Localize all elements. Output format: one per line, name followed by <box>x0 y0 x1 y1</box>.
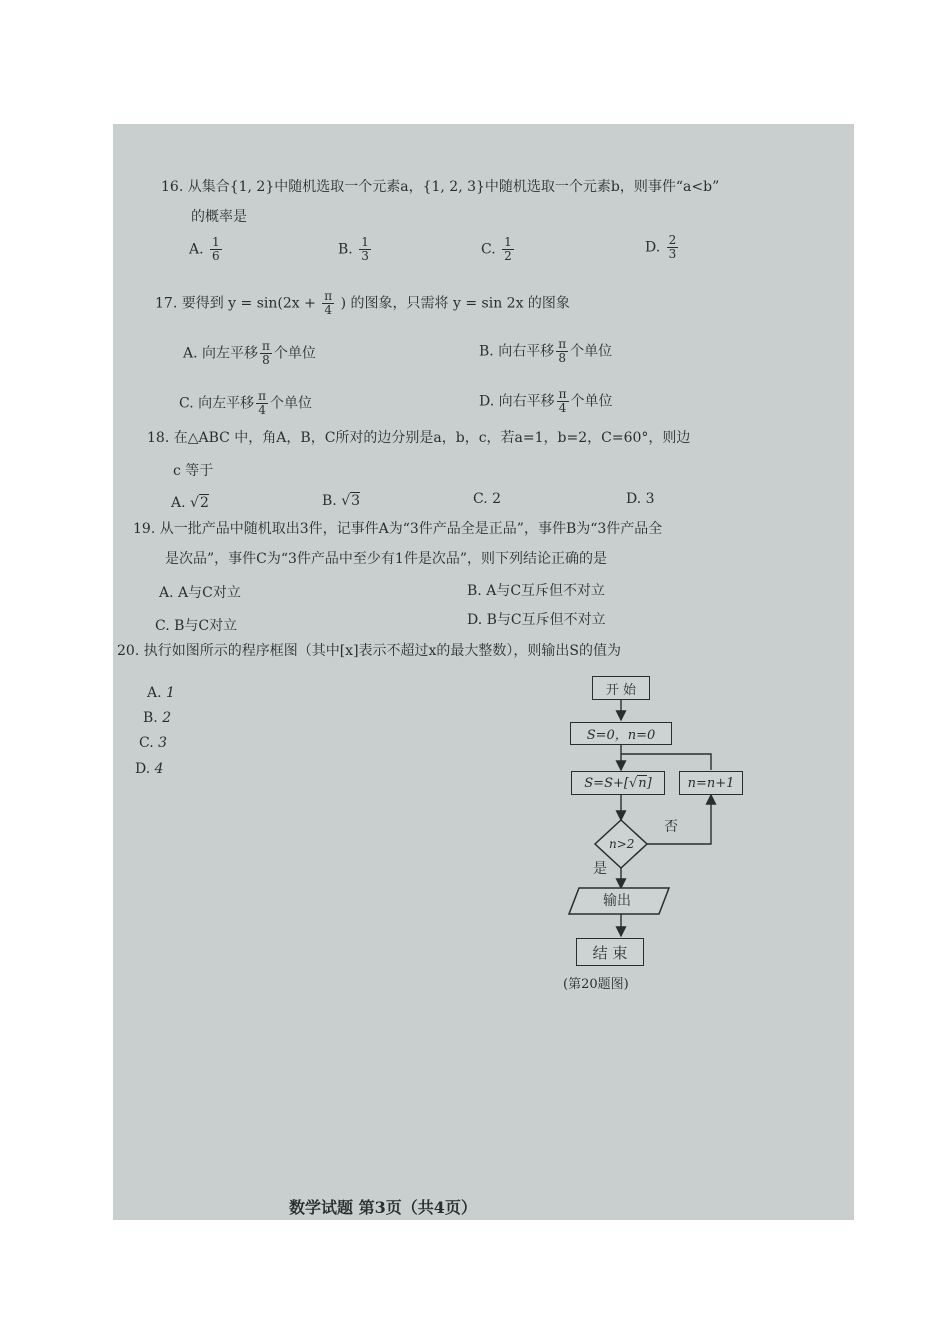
q17-option-a-den: 8 <box>262 353 270 367</box>
q17-option-a-label: A. <box>183 345 198 362</box>
q20-option-a-value: 1 <box>166 685 175 701</box>
q16-option-c-den: 2 <box>504 249 512 263</box>
q19-stem-line1: 19. 从一批产品中随机取出3件，记事件A为“3件产品全是正品”，事件B为“3件产品全 <box>133 521 663 537</box>
sqrt-icon: √ <box>341 493 351 509</box>
page-footer: 数学试题 第3页（共4页） <box>289 1198 477 1217</box>
q17-option-d-label: D. <box>479 393 495 410</box>
q18-option-a-value: 2 <box>199 495 209 511</box>
q16-option-d-den: 3 <box>668 247 677 261</box>
q18-option-d-value: 3 <box>645 491 655 507</box>
flowchart-increment: n=n+1 <box>679 771 743 795</box>
q17-stem-den: 4 <box>324 303 333 317</box>
q16-option-d-label: D. <box>645 239 661 256</box>
q18-option-b-label: B. <box>322 493 337 509</box>
q17-option-c-den: 4 <box>258 403 266 417</box>
q19-option-b-label: B. <box>467 583 482 599</box>
q17-option-b-post: 个单位 <box>570 343 613 360</box>
q18-stem-line2: c 等于 <box>173 463 214 479</box>
q17-option-c-post: 个单位 <box>270 395 313 412</box>
sqrt-icon: √ <box>190 495 199 511</box>
q20-option-c-value: 3 <box>158 735 168 751</box>
q17-stem-suffix: ) 的图象，只需将 y = sin 2x 的图象 <box>340 295 570 312</box>
q17-option-c-num: π <box>258 389 267 403</box>
q19-stem-line2: 是次品”，事件C为“3件产品中至少有1件是次品”，则下列结论正确的是 <box>165 551 607 567</box>
q19-option-a-label: A. <box>159 585 174 601</box>
q17-option-c-pre: 向左平移 <box>198 395 255 412</box>
q16-stem-line2: 的概率是 <box>191 209 247 225</box>
q20-stem: 20. 执行如图所示的程序框图（其中[x]表示不超过x的最大整数），则输出S的值为 <box>117 643 622 659</box>
q19-option-c-text: B与C对立 <box>174 618 238 634</box>
flowchart-no-label: 否 <box>664 819 678 835</box>
q19-option-d-text: B与C互斥但不对立 <box>486 612 606 628</box>
flowchart-start: 开 始 <box>592 676 650 700</box>
q18-option-b-value: 3 <box>351 493 361 509</box>
q19-option-b-text: A与C互斥但不对立 <box>486 583 606 599</box>
q17-option-c-label: C. <box>179 395 194 412</box>
flowchart-output: 输出 <box>603 893 631 909</box>
q17-option-a-pre: 向左平移 <box>202 345 259 362</box>
q17-option-b-den: 8 <box>558 351 566 365</box>
flowchart-process-sqrt: n <box>638 776 647 791</box>
flowchart-connectors <box>113 124 854 1220</box>
q20-option-a-label: A. <box>147 685 162 701</box>
q18-option-c-label: C. <box>473 491 488 507</box>
q16-option-a-num: 1 <box>212 235 220 249</box>
q20-option-c-label: C. <box>139 735 154 751</box>
q19-option-c-label: C. <box>155 618 170 634</box>
q16-option-a-den: 6 <box>212 249 220 263</box>
q18-stem-line1: 18. 在△ABC 中，角A，B，C所对的边分别是a，b，c，若a=1，b=2，C=60°，则边 <box>147 430 691 446</box>
q17-option-b-pre: 向右平移 <box>498 343 555 360</box>
q16-option-b-num: 1 <box>361 235 369 249</box>
q19-option-a-text: A与C对立 <box>178 585 241 601</box>
q16-option-b-den: 3 <box>361 249 369 263</box>
q18-option-c-value: 2 <box>492 491 502 507</box>
q16-option-a-label: A. <box>189 241 204 258</box>
exam-page <box>113 124 854 1220</box>
q17-stem-prefix: 17. 要得到 y = sin(2x + <box>155 295 316 312</box>
q17-option-b-label: B. <box>479 343 494 360</box>
q17-option-d-num: π <box>558 387 567 401</box>
flowchart-process <box>571 771 665 795</box>
q18-option-a-label: A. <box>171 495 186 511</box>
q17-option-a-num: π <box>262 339 270 353</box>
q20-option-b-value: 2 <box>162 710 172 726</box>
q16-option-c-num: 1 <box>504 235 512 249</box>
q20-option-d-value: 4 <box>154 761 164 777</box>
q16-option-b-label: B. <box>338 241 353 258</box>
q16-stem-line1: 16. 从集合{1, 2}中随机选取一个元素a，{1, 2, 3}中随机选取一个元素b，则事件“a<b” <box>161 179 720 195</box>
q17-option-d-den: 4 <box>558 401 567 415</box>
flowchart-process-prefix: S=S+[ <box>584 775 629 791</box>
flowchart-init: S=0，n=0 <box>570 722 672 745</box>
q16-option-d-num: 2 <box>668 233 677 247</box>
q20-option-d-label: D. <box>135 761 151 777</box>
q19-option-d-label: D. <box>467 612 483 628</box>
flowchart-process-suffix: ] <box>646 775 652 791</box>
q17-option-b-num: π <box>558 337 567 351</box>
q18-option-d-label: D. <box>626 491 642 507</box>
flowchart-caption: (第20题图) <box>563 977 629 992</box>
q17-option-d-post: 个单位 <box>570 393 613 410</box>
flowchart-yes-label: 是 <box>593 861 607 877</box>
flowchart-end: 结 束 <box>576 938 644 966</box>
q16-option-c-label: C. <box>481 241 496 258</box>
sqrt-icon: √ <box>628 775 638 791</box>
q17-stem-num: π <box>324 289 333 303</box>
q17-option-d-pre: 向右平移 <box>498 393 555 410</box>
flowchart-condition: n>2 <box>609 837 635 851</box>
q17-option-a-post: 个单位 <box>273 345 316 362</box>
q20-option-b-label: B. <box>143 710 158 726</box>
